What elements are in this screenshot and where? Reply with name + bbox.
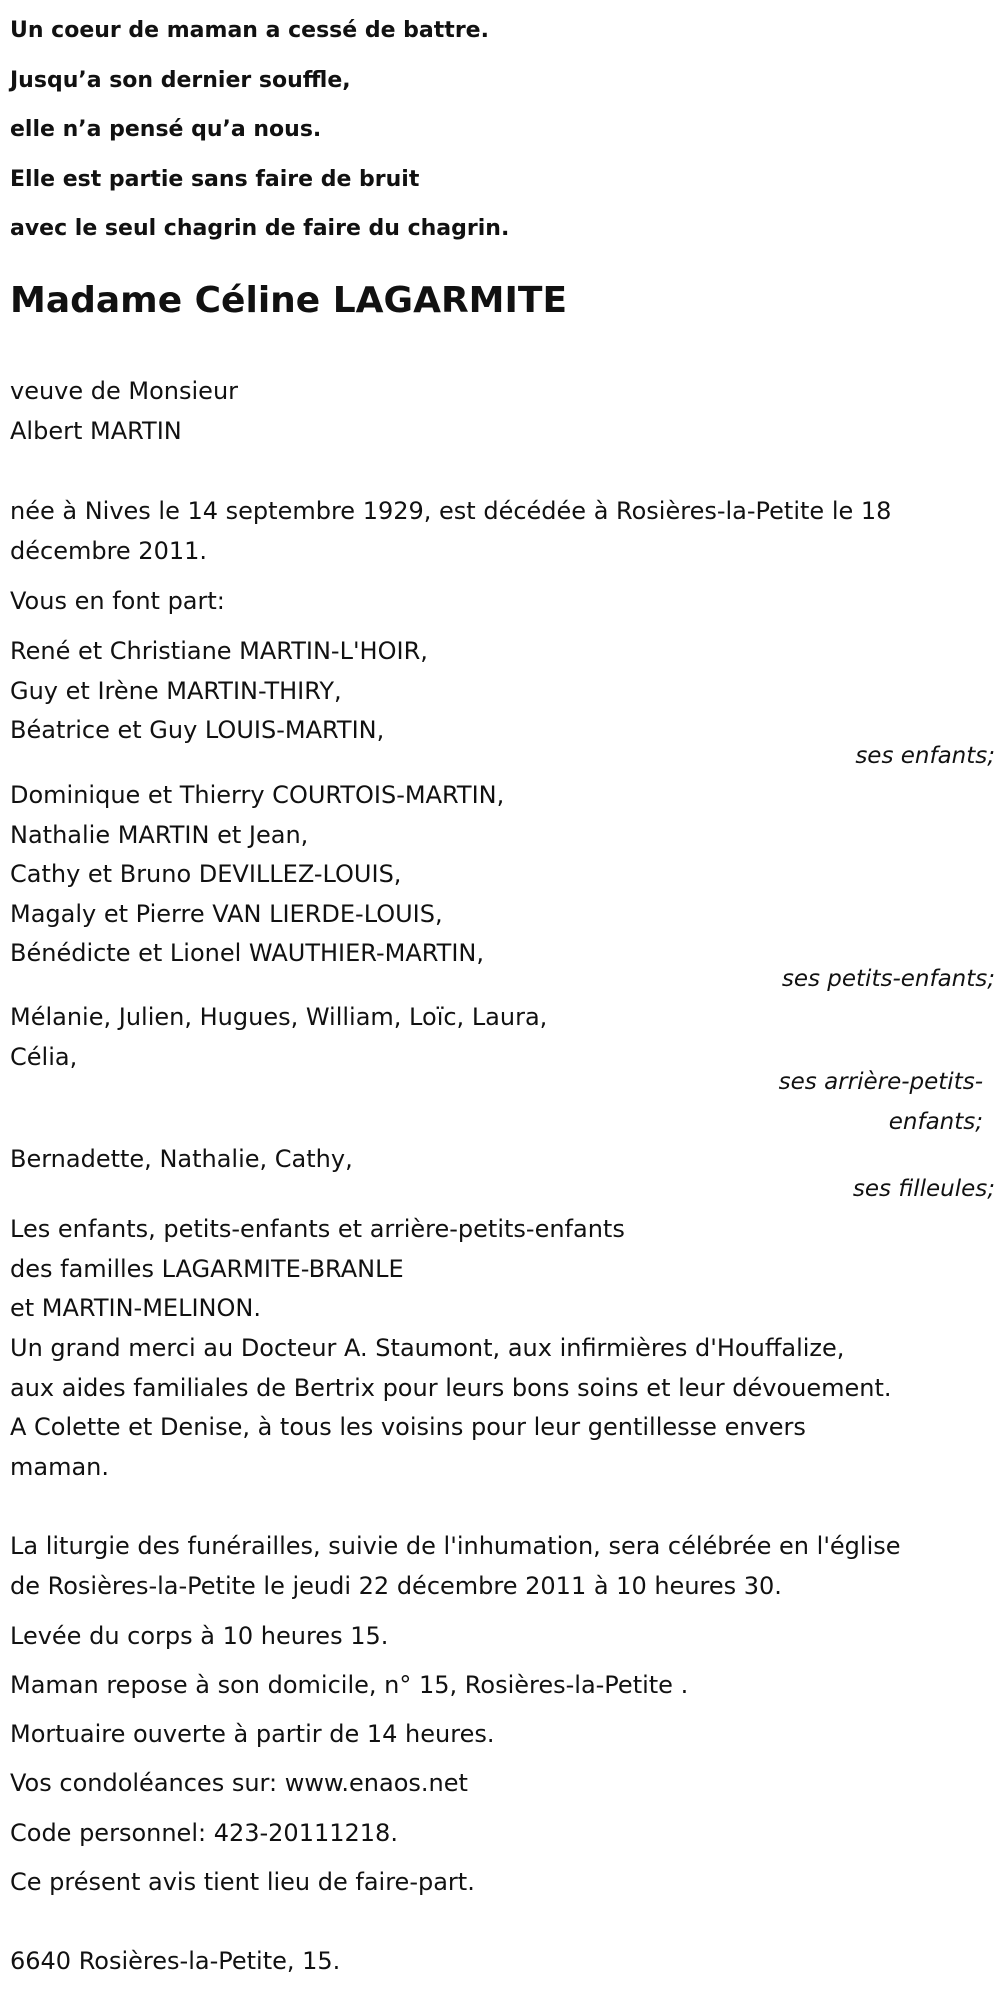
families-section: [10, 1210, 995, 1329]
families-line: et MARTIN-MELINON.: [10, 1294, 261, 1322]
grandchild-name: Cathy et Bruno DEVILLEZ-LOUIS,: [10, 860, 402, 888]
widow-line: veuve de Monsieur: [10, 377, 239, 405]
widow-of: [10, 372, 995, 451]
opening-poem: [10, 6, 995, 254]
rest-place: Maman repose à son domicile, n° 15, Rosières-la-Petite .: [10, 1671, 689, 1699]
poem-line: Un coeur de maman a cessé de battre.: [10, 18, 489, 43]
liturgy-section: [10, 1527, 995, 1606]
goddaughters-role: ses filleules;: [852, 1176, 995, 1202]
great-grandchildren-role: [10, 1063, 995, 1142]
grandchildren-section: [10, 776, 995, 974]
thanks-line: Un grand merci au Docteur A. Staumont, aux infirmières d'Houffalize,: [10, 1334, 845, 1362]
address: 6640 Rosières-la-Petite, 15.: [10, 1947, 341, 1975]
families-line: Les enfants, petits-enfants et arrière-petits-enfants: [10, 1215, 625, 1243]
goddaughter-names: Bernadette, Nathalie, Cathy,: [10, 1145, 353, 1173]
poem-line: Elle est partie sans faire de bruit: [10, 166, 420, 192]
liturgy-line: La liturgie des funérailles, suivie de l'inhumation, sera célébrée en l'église: [10, 1532, 901, 1560]
grandchild-name: Dominique et Thierry COURTOIS-MARTIN,: [10, 781, 505, 809]
poem-line: Jusqu’a son dernier souffle,: [10, 67, 351, 93]
families-line: des familles LAGARMITE-BRANLE: [10, 1254, 404, 1283]
children-section: [10, 632, 995, 751]
birth-death-info: [10, 492, 995, 571]
grandchild-name: Nathalie MARTIN et Jean,: [10, 820, 309, 849]
grandchildren-role: ses petits-enfants;: [781, 966, 995, 992]
thanks-line: aux aides familiales de Bertrix pour leurs bons soins et leur dévouement.: [10, 1373, 892, 1402]
role-line: ses arrière-petits-: [778, 1069, 983, 1095]
child-name: Béatrice et Guy LOUIS-MARTIN,: [10, 716, 385, 744]
child-name: René et Christiane MARTIN-L'HOIR,: [10, 637, 428, 665]
condolences-link: Vos condoléances sur: www.enaos.net: [10, 1769, 468, 1797]
thanks-line: A Colette et Denise, à tous les voisins pour leur gentillesse envers: [10, 1413, 806, 1441]
children-role: ses enfants;: [855, 743, 995, 769]
thanks-section: [10, 1329, 995, 1487]
personal-code: Code personnel: 423-20111218.: [10, 1819, 398, 1847]
great-grandchild-names: Mélanie, Julien, Hugues, William, Loïc, Laura,: [10, 1003, 548, 1031]
notice-line: Ce présent avis tient lieu de faire-part.: [10, 1868, 475, 1896]
poem-line: avec le seul chagrin de faire du chagrin.: [10, 216, 510, 242]
thanks-line: maman.: [10, 1452, 110, 1481]
mortuary-hours: Mortuaire ouverte à partir de 14 heures.: [10, 1720, 495, 1748]
announce-line: Vous en font part:: [10, 587, 225, 615]
great-grandchild-names: Célia,: [10, 1042, 78, 1071]
grandchild-name: Bénédicte et Lionel WAUTHIER-MARTIN,: [10, 939, 484, 967]
birth-death-line: décembre 2011.: [10, 536, 208, 565]
lifting-time: Levée du corps à 10 heures 15.: [10, 1622, 389, 1650]
birth-death-line: née à Nives le 14 septembre 1929, est décédée à Rosières-la-Petite le 18: [10, 497, 892, 525]
role-line: enfants;: [888, 1108, 983, 1135]
child-name: Guy et Irène MARTIN-THIRY,: [10, 676, 342, 705]
grandchild-name: Magaly et Pierre VAN LIERDE-LOUIS,: [10, 899, 443, 928]
poem-line: elle n’a pensé qu’a nous.: [10, 117, 322, 143]
deceased-name: Madame Céline LAGARMITE: [10, 280, 568, 321]
spouse-name: Albert MARTIN: [10, 416, 182, 445]
liturgy-line: de Rosières-la-Petite le jeudi 22 décembre 2011 à 10 heures 30.: [10, 1571, 782, 1600]
